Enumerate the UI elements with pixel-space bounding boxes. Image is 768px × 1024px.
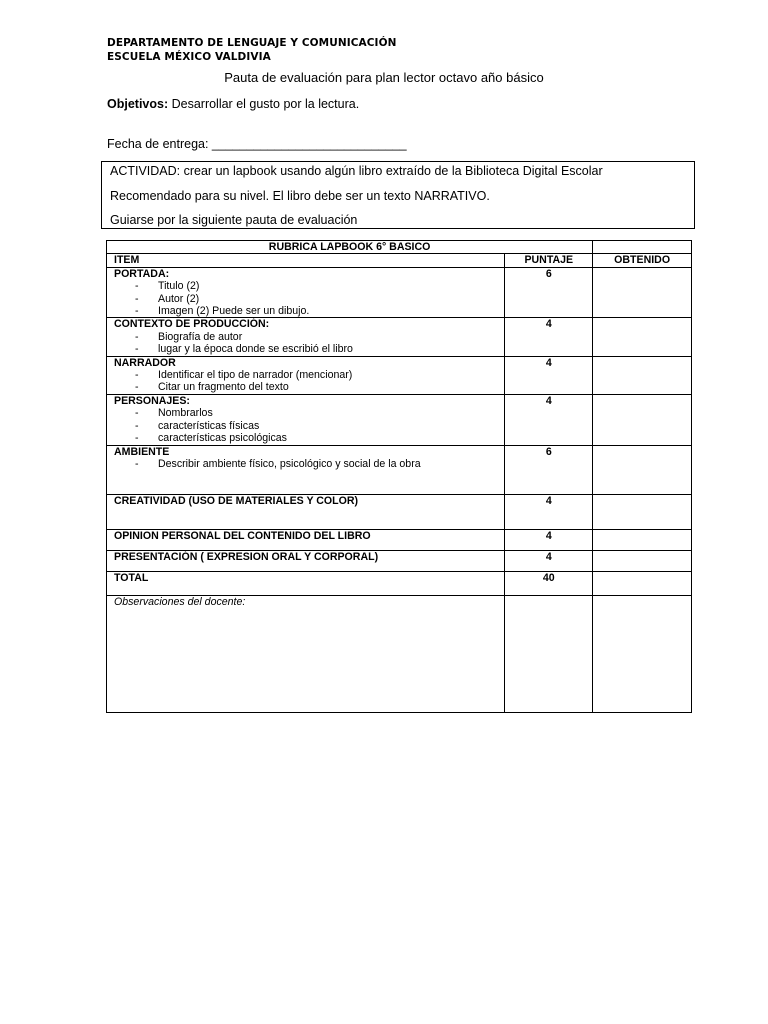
criterion-text: Imagen (2) Puede ser un dibujo.	[158, 305, 310, 318]
rubric-score: 4	[505, 529, 593, 550]
school-heading: ESCUELA MÉXICO VALDIVIA	[107, 51, 271, 63]
rubric-score: 4	[505, 356, 593, 394]
objectives-label: Objetivos:	[107, 97, 169, 111]
rubric-item-criterion	[114, 458, 497, 470]
criterion-text: Citar un fragmento del texto	[158, 381, 289, 394]
bullet-dash: -	[135, 343, 139, 356]
rubric-table	[106, 240, 692, 713]
rubric-item-cell	[107, 445, 505, 494]
rubric-obtained-cell	[593, 356, 692, 394]
bullet-dash: -	[135, 330, 139, 343]
rubric-row-ambiente	[107, 445, 692, 494]
rubric-row-opinion	[107, 529, 692, 550]
bullet-dash: -	[135, 432, 139, 445]
rubric-item-title: PRESENTACIÓN ( EXPRESION ORAL Y CORPORAL)	[114, 550, 379, 563]
rubric-total-row	[107, 571, 692, 595]
rubric-item-title: OPINION PERSONAL DEL CONTENIDO DEL LIBRO	[114, 529, 371, 542]
objectives-text: Desarrollar el gusto por la lectura.	[168, 97, 360, 111]
total-obtained-cell	[593, 571, 692, 595]
rubric-score: 4	[505, 318, 593, 356]
rubric-row-creatividad	[107, 494, 692, 529]
rubric-item-cell	[107, 494, 505, 529]
rubric-item-cell	[107, 318, 505, 356]
criterion-text: Titulo (2)	[158, 280, 200, 293]
objectives	[107, 97, 359, 111]
rubric-item-cell	[107, 550, 505, 571]
rubric-item-criterion	[114, 407, 497, 419]
rubric-item-cell	[107, 356, 505, 394]
column-header-item: ITEM	[107, 254, 505, 267]
criterion-text: Nombrarlos	[158, 407, 213, 420]
rubric-row-narrador	[107, 356, 692, 394]
rubric-score: 4	[505, 550, 593, 571]
rubric-obtained-cell	[593, 494, 692, 529]
department-heading: DEPARTAMENTO DE LENGUAJE Y COMUNICACIÓN	[107, 37, 397, 49]
criterion-text: Autor (2)	[158, 292, 200, 305]
bullet-dash: -	[135, 419, 139, 432]
due-date: Fecha de entrega: ____________________________	[107, 137, 407, 151]
criterion-text: Identificar el tipo de narrador (mencionar)	[158, 369, 353, 382]
observations-obtained-cell	[593, 595, 692, 712]
activity-line-1: ACTIVIDAD: crear un lapbook usando algún libro extraído de la Biblioteca Digital Escolar	[110, 164, 603, 178]
rubric-score: 4	[505, 494, 593, 529]
criterion-text: Describir ambiente físico, psicológico y social de la obra	[158, 457, 421, 470]
page-title: Pauta de evaluación para plan lector octavo año básico	[224, 70, 544, 85]
total-label: TOTAL	[107, 571, 505, 595]
rubric-obtained-cell	[593, 529, 692, 550]
rubric-item-title: CONTEXTO DE PRODUCCIÓN:	[114, 318, 270, 331]
activity-line-3: Guiarse por la siguiente pauta de evaluación	[110, 213, 358, 227]
rubric-item-title: AMBIENTE	[114, 445, 170, 458]
rubric-item-criterion	[114, 293, 497, 305]
rubric-item-title: PERSONAJES:	[114, 394, 190, 407]
rubric-item-title: PORTADA:	[114, 267, 170, 280]
rubric-obtained-cell	[593, 445, 692, 494]
criterion-text: características psicológicas	[158, 432, 287, 445]
rubric-item-criterion	[114, 305, 497, 317]
bullet-dash: -	[135, 292, 139, 305]
rubric-caption-empty-cell	[593, 241, 692, 254]
rubric-item-criterion	[114, 369, 497, 381]
rubric-item-title: CREATIVIDAD (USO DE MATERIALES Y COLOR)	[114, 494, 359, 507]
rubric-item-criterion	[114, 280, 497, 292]
activity-box	[101, 161, 695, 229]
rubric-obtained-cell	[593, 267, 692, 318]
rubric-row-personajes	[107, 394, 692, 445]
rubric-item-criterion	[114, 343, 497, 355]
rubric-item-cell	[107, 267, 505, 318]
observations-score-cell	[505, 595, 593, 712]
criterion-text: Biografía de autor	[158, 330, 243, 343]
rubric-item-cell	[107, 394, 505, 445]
rubric-obtained-cell	[593, 550, 692, 571]
rubric-item-criterion	[114, 432, 497, 444]
total-score: 40	[505, 571, 593, 595]
bullet-dash: -	[135, 457, 139, 470]
rubric-row-portada	[107, 267, 692, 318]
rubric-row-contexto	[107, 318, 692, 356]
rubric-item-criterion	[114, 381, 497, 393]
column-header-obtained: OBTENIDO	[593, 254, 692, 267]
rubric-obtained-cell	[593, 394, 692, 445]
observations-row	[107, 595, 692, 712]
rubric-item-criterion	[114, 331, 497, 343]
bullet-dash: -	[135, 381, 139, 394]
activity-line-2: Recomendado para su nivel. El libro debe ser un texto NARRATIVO.	[110, 189, 490, 203]
bullet-dash: -	[135, 407, 139, 420]
rubric-item-cell	[107, 529, 505, 550]
bullet-dash: -	[135, 369, 139, 382]
rubric-item-criterion	[114, 420, 497, 432]
observations-label: Observaciones del docente:	[107, 595, 505, 712]
rubric-obtained-cell	[593, 318, 692, 356]
rubric-score: 4	[505, 394, 593, 445]
rubric-score: 6	[505, 267, 593, 318]
rubric-caption-row	[107, 241, 692, 254]
column-header-score: PUNTAJE	[505, 254, 593, 267]
rubric-row-presentacion	[107, 550, 692, 571]
bullet-dash: -	[135, 280, 139, 293]
criterion-text: características físicas	[158, 419, 260, 432]
bullet-dash: -	[135, 305, 139, 318]
rubric-caption: RUBRICA LAPBOOK 6° BASICO	[107, 241, 593, 254]
rubric-item-title: NARRADOR	[114, 356, 176, 369]
rubric-header-row	[107, 254, 692, 267]
rubric-score: 6	[505, 445, 593, 494]
criterion-text: lugar y la época donde se escribió el libro	[158, 343, 353, 356]
